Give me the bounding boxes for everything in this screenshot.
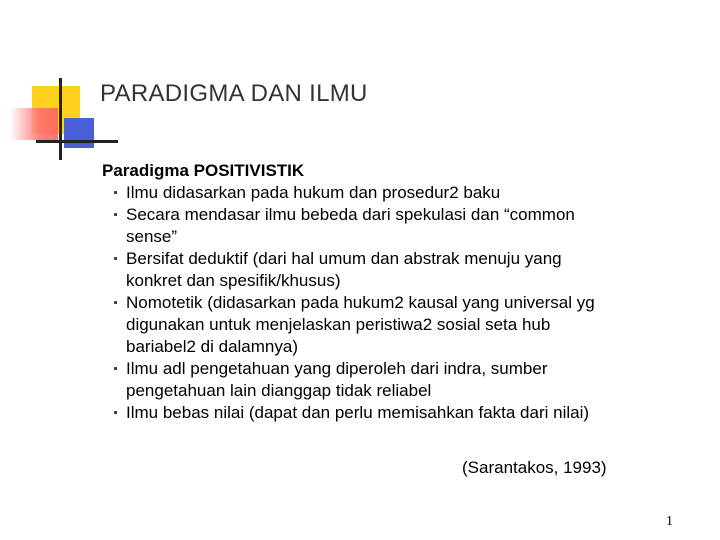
bullet-line: Secara mendasar ilmu bebeda dari spekulasi dan “common [126, 205, 575, 224]
bullet-list [102, 182, 702, 424]
bullet-icon [114, 367, 117, 370]
decorative-red-square [10, 108, 58, 140]
bullet-line: Ilmu bebas nilai (dapat dan perlu memisahkan fakta dari nilai) [126, 403, 590, 422]
slide-content [102, 160, 702, 424]
bullet-icon [114, 411, 117, 414]
bullet-line: digunakan untuk menjelaskan peristiwa2 sosial seta hub [126, 315, 551, 334]
bullet-line: Ilmu didasarkan pada hukum dan prosedur2 baku [126, 183, 501, 202]
bullet-line: pengetahuan lain dianggap tidak reliabel [126, 381, 432, 400]
bullet-line: konkret dan spesifik/khusus) [126, 271, 341, 290]
decorative-blue-square [64, 118, 94, 148]
page-number: 1 [666, 514, 673, 529]
bullet-line: Nomotetik (didasarkan pada hukum2 kausal yang universal yg [126, 293, 595, 312]
section-heading: Paradigma POSITIVISTIK [102, 161, 305, 180]
slide-title: PARADIGMA DAN ILMU [100, 80, 368, 107]
bullet-icon [114, 301, 117, 304]
bullet-item [102, 182, 702, 204]
bullet-item [102, 204, 702, 248]
bullet-line: Ilmu adl pengetahuan yang diperoleh dari indra, sumber [126, 359, 548, 378]
bullet-icon [114, 191, 117, 194]
citation: (Sarantakos, 1993) [462, 458, 607, 477]
bullet-line: sense” [126, 227, 178, 246]
bullet-item [102, 292, 702, 358]
decorative-vertical-line [59, 78, 62, 160]
bullet-line: bariabel2 di dalamnya) [126, 337, 298, 356]
decorative-horizontal-line [36, 140, 118, 143]
bullet-line: Bersifat deduktif (dari hal umum dan abstrak menuju yang [126, 249, 562, 268]
bullet-icon [114, 257, 117, 260]
bullet-item [102, 248, 702, 292]
bullet-item [102, 402, 702, 424]
bullet-icon [114, 213, 117, 216]
bullet-item [102, 358, 702, 402]
